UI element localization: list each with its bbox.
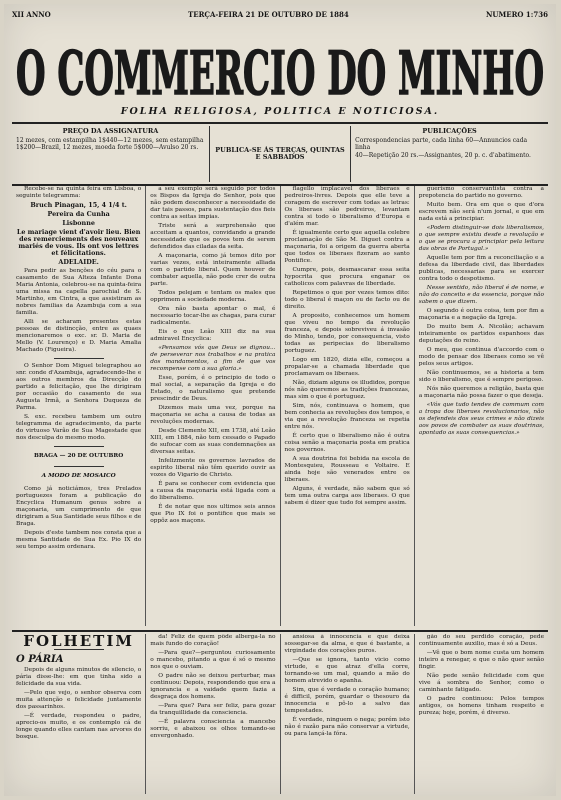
paragraph: Não continuemos, se a historia a tem sido o liberalismo, que é sempre perigoso. [418, 370, 544, 383]
publications-box [351, 126, 548, 182]
paragraph: Recebe-se na quinta feira em Lisboa, o seguinte telegramma: [16, 186, 142, 199]
price-box [12, 126, 209, 182]
issue-year: XII ANNO [12, 9, 51, 19]
masthead [10, 24, 550, 116]
divider [12, 122, 548, 124]
paragraph: Lisbonne [62, 219, 95, 227]
divider [54, 358, 104, 359]
paragraph: Logo em 1820, dizia elle, começou a propalar-se a chamada liberdade que proclamavam os liberaes. [284, 357, 410, 377]
paragraph: ansiosa à innocencia e que deixa sossegar-se da alma, e que é bastante, a virgindade dos corações puros. [284, 634, 410, 654]
paragraph: Depois de alguns minutos de silencio, o pária disse-lhe: em que tinha sido a felicidade da sua vida. [16, 667, 142, 687]
folhetim-column-4 [415, 634, 548, 794]
section-heading: A MODO DE MOSAICO [41, 473, 116, 479]
paragraph: Cumpre, pois, desmascarar essa seita hypocrita que procura enganar os catholicos com palavras de liberdade. [284, 267, 410, 287]
publications-heading: PUBLICAÇÕES [422, 127, 477, 135]
folhetim-divider [12, 630, 548, 632]
paragraph: Sim, que é verdade o coração humano; é difficil, porém, guardar o thesouro da innocencia e pô-lo a salvo das tempestades. [284, 687, 410, 714]
subscription-info [12, 126, 548, 182]
folhetim-section [12, 634, 548, 794]
paragraph: —Pelo que vejo, o senhor observa com muita attenção e felicidade juntamente dos passarinhos. [16, 690, 142, 710]
paragraph: É para se conhecer com evidencia que a causa da maçonaria está ligada com a do liberalismo. [150, 481, 276, 501]
paragraph: O padre continuou: Pelos tempos antigos, os homens tinham respeito e pureza; hoje, porém, é diverso. [418, 696, 544, 716]
paragraph: Ora não basta apontar o mal, é necessario tocar-lhe as chagas, para curar radicalmente. [150, 306, 276, 326]
paragraph: Repetimos o que por vezes temos dito: todo o liberal é maçon ou de facto ou de direito. [284, 290, 410, 310]
quotation: «Pensamos vós que Deus se dignou... de perseverar nos trabalhos e na pratica dos mandamentos, a fim de que vos recompense com a sua gloria.» [150, 345, 276, 372]
paragraph: gão do seu perdido coração, pede continuamente auxilio, mas é só a Deus. [418, 634, 544, 647]
column-3 [281, 186, 415, 626]
paragraph: —Vê que o bom nome custa um homem inteiro a renegar, e que o não quer senão fingir. [418, 650, 544, 670]
paragraph: Eis o que Leão XIII diz na sua admiravel Encyclica: [150, 329, 276, 342]
schedule-box [209, 126, 351, 182]
issue-line [12, 8, 548, 20]
publications-line: Correspondencias parte, cada linha 60—Annuncios cada linha [355, 136, 528, 151]
divider [54, 446, 104, 447]
paragraph: Le mariage vient d'avoir lieu. Bien des remerciements des nouveaux mariés de vous. Ils ont vos lettres et félicitations. [16, 228, 141, 257]
quotation: «Vós que tudo tendes de commum com a tropa dos liberaes revolucionarios, não os defendeis dos seus crimes e não dizeis aos povos de combater as suas doutrinas, apontado as suas consequencias.» [418, 402, 544, 436]
paragraph: da! Feliz de quem pôde alberga-la no mais fundo do coração! [150, 634, 276, 647]
paragraph: O Senhor Dom Miguel telegraphou ao snr. conde d'Azambuja, agradecendo-lhe e aos outros membros da Direcção do partido a felicitação, que lhe dirigiram por occasião do casamento de sua Augusta Irmã, a Senhora Duqueza de Parma. [16, 363, 142, 411]
paragraph: Depois d'este tambem nos consta que a mesma Santidade de Sua Ex. Pio IX do seu tempo assim ordenara. [16, 530, 142, 550]
quotation: «Podem distinguir-se dois liberalismos, o que sempre existiu desde a revolução e o que se procura a principiar pela leitura das obras de Portugal.» [418, 225, 544, 252]
paragraph: Dizemos mais uma vez, porque na maçonaria se acha a causa de todas as revoluções modernas. [150, 405, 276, 425]
article-columns [12, 186, 548, 626]
paragraph: É igualmente certo que aquella celebre proclamação de São M. Diguet contra a maçonaria, foi a origem da guerra aberta que todos os liberaes fizeram ao santo Pontifice. [284, 230, 410, 264]
paragraph: —Para que? Para ser feliz, para gozar da tranquillidade da consciencia. [150, 703, 276, 716]
issue-number: NUMERO 1:736 [485, 9, 548, 19]
paragraph: Triste será a surprehensão que acceitam a quantos, convidando a grande necessidade que os povos tem de serem defendidos das ciladas da seita. [150, 223, 276, 250]
paragraph: —É verdade, respondeu o padre, aprecio-os muito, e os contemplo cá de longe quando elles cantam nas arvores do bosque. [16, 713, 142, 740]
price-line: 12 mezes, com estampilha 1$440—12 mezes, sem estampilha [16, 136, 204, 144]
paragraph: Muito bem. Ora em que o que d'ora escrevem não será n'um jornal, e que em nada está a principiar. [418, 202, 544, 222]
masthead-title [10, 24, 550, 106]
paragraph: flagello implacavel dos liberaes e pedreiros-livres. Depois que elle teve a coragem de escrever com todas as letras: Os liberaes são pedreiros, levantam contra si todo o liberalismo d'Europa e d'além mar. [284, 186, 410, 227]
folhetim-title: FOLHETIM [23, 634, 134, 650]
paragraph: Esse, porém, é o principio de todo o mal social, a separação da Igreja e do Estado, o naturalismo que pretende prescindir de Deus. [150, 375, 276, 402]
column-4 [415, 186, 548, 626]
paragraph: Aquelle tem por fim a reconciliação e a defesa da liberdade civil, das liberdades publicas, necessarias para se exercer contra todo o despotismo. [418, 255, 544, 282]
paragraph: O meu, que continua d'accordo com o modo de pensar dos liberaes como se vê pelos seus artigos. [418, 347, 544, 367]
paragraph: Do muito bem A. Nicolão; achavam inteiramente os partidos espanhoes das deputações do reino. [418, 324, 544, 344]
schedule-text: PUBLICA-SE ÁS TERÇAS, QUINTAS E SABBADOS [215, 145, 345, 161]
paragraph: A proposito, conhecemos um homem que viveu no tempo da revolução franceza, e depois sobreviveu á invasão do Minho, tendo, por consequencia, visto todas as peripecias do liberalismo portuguez. [284, 313, 410, 354]
paragraph: —Que se ignora, tanto vicio como virtude, e que atraz d'ella corre, tornando-se um mal, quando a mão do homem atrevido o apanha. [284, 657, 410, 684]
paragraph: S. exc. recebeu tambem um outro telegramma de agradecimento, da parte do virtuoso Varão de Sua Magestade que nos desculpa do mesmo modo. [16, 414, 142, 441]
folhetim-column-2 [146, 634, 280, 794]
price-heading: PREÇO DA ASSIGNATURA [62, 127, 159, 135]
paragraph: Nós não queremos a religião, basta que a maçonaria não possa fazer o que deseja. [418, 386, 544, 399]
paragraph: É verdade, ninguem o nega; porém isto não é razão para não conservar a virtude, ou para lançá-la fóra. [284, 717, 410, 737]
price-line: 1$200—Brazil, 12 mezes, moeda forte 5$000—Avulso 20 rs. [16, 144, 199, 151]
paragraph: Alli se acharam presentes estas pessoas de distincção, entre as quaes mencionaremos o exc. sr. D. Maria de Mello (V. Lourenço) e D. Maria Amalia Machado (Figueira). [16, 319, 142, 353]
paragraph: Infelizmente os governos lavrados de espirito liberal não têm querido ouvir as vozes do Vigario de Christo. [150, 458, 276, 478]
masthead-title-text: O COMMERCIO DO MINHO [16, 39, 544, 106]
paragraph: Como já noticiámos, tres Prelados portuguezes foram a publicação do Encyclica Humanum genus sobre a maçonaria, um cumprimento de que dirigiram a Sua Santidade seus filhos e de Braga. [16, 486, 142, 527]
paragraph: A sua doutrina foi bebida na escola de Montesquieu, Rousseau e Voltaire. E ainda hoje são venerados entre os liberaes. [284, 456, 410, 483]
section-heading: BRAGA — 20 DE OUTUBRO [33, 453, 124, 459]
folhetim-column-1 [12, 634, 146, 794]
column-1 [12, 186, 146, 626]
paragraph: Pereira da Cunha [47, 210, 110, 218]
paragraph: —É palavra consciencia a mancebo sorriu, e abaixou os olhos tomando-se envergonhado. [150, 719, 276, 739]
divider [54, 466, 104, 467]
paragraph: Nesse sentido, não liberal é de nome, e não do conceito e da essencia, porque não sabem o que dizem. [418, 285, 544, 305]
paragraph: Para pedir as benções do céu para o casamento de Sua Alteza Infante Dona Maria Antonia, celebrou-se na quinta-feira uma missa na capella parochial de S. Martinho, em Cintra, a que assistiram as nobres familias da Azambuja com a sua familia. [16, 268, 142, 316]
column-2 [146, 186, 280, 626]
paragraph: Sim, nós, continuava o homem, que bem conhecia as revoluções dos tempos, e via que a revolução franceza se repetia entre nós. [284, 403, 410, 430]
paragraph: Todos pelejam e tentam os males que opprimem a sociedade moderna. [150, 290, 276, 303]
paragraph: A maçonaria, como já temos dito por varias vezes, está inteiramente alliada com o partido liberal. Quem houver de combater aquella, não pode crer de outra parte. [150, 253, 276, 287]
paragraph: Desde Clemente XII, em 1738, até Leão XIII, em 1884, não tem cessado o Papado de sufocar com as suas condemnações as diversas seitas. [150, 428, 276, 455]
paragraph: Bruch Pinagan, 15, 4 1/4 t. [30, 201, 127, 209]
masthead-subtitle: FOLHA RELIGIOSA, POLITICA E NOTICIOSA. [120, 106, 440, 117]
paragraph: É certo que o liberalismo não é outra coisa senão a maçonaria posta em pratica nos governos. [284, 433, 410, 453]
folhetim-subtitle: O PÁRIA [16, 654, 64, 665]
publications-line: 40—Repetição 20 rs.—Assignantes, 20 p. c. d'abatimento. [355, 151, 531, 159]
paragraph: ADELAIDE. [58, 258, 99, 266]
paragraph: Alguns, é verdade, não sabem que só tem uma outra carga aos liberaes. O que sabem é dizer que tudo foi sempre assim. [284, 486, 410, 506]
paragraph: O segundo é outra coisa, tem por fim a maçonaria e a negação da Igreja. [418, 308, 544, 321]
paragraph: É de notar que nos ultimos seis annos que Pio IX foi o pontifice que mais se oppôz aos maçons. [150, 504, 276, 524]
paragraph: guerismo conservantista contra a prepotencia do partido no governo. [418, 186, 544, 199]
paragraph: Não, diziam alguns os illudidos, porque nós não queremos as tradições francezas, mas sim o que é portuguez. [284, 380, 410, 400]
paragraph: —Para que?—perguntou curiosamente o mancebo, pitando a que é só o mesmo nos que o ouviam. [150, 650, 276, 670]
folhetim-column-3 [281, 634, 415, 794]
newspaper-page [4, 4, 556, 796]
paragraph: Não pede senão felicidade com que vive á sombra do Senhor, como o caminhante fatigado. [418, 673, 544, 693]
paragraph: O padre não se deixou perturbar, mas continuou: Depois, respondendo que era a ignorancia e a vaidade quem fazia a desgraça dos homens. [150, 673, 276, 700]
issue-date: TERÇA-FEIRA 21 DE OUTUBRO DE 1884 [188, 9, 349, 19]
paragraph: a seu exemplo será seguido por todos os Bispos da Igreja do Senhor, pois que não podem desconhecer a necessidade de dar tais passos, para sustentação dos fieis contra as seitas impias. [150, 186, 276, 220]
